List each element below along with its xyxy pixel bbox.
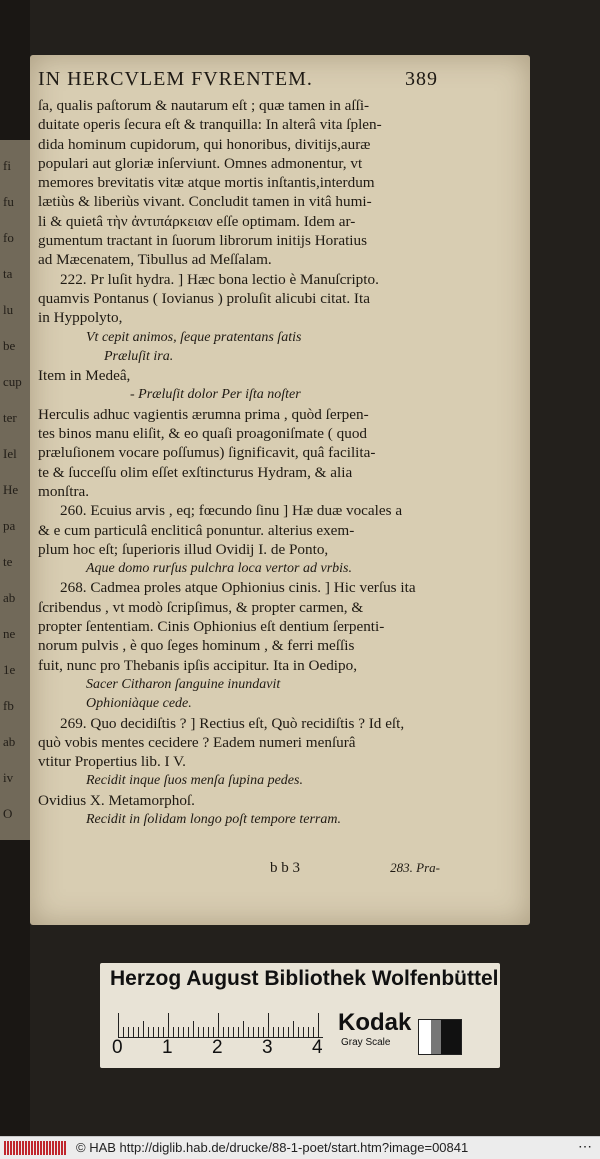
ruler-tick	[168, 1013, 169, 1037]
ruler-tick	[293, 1021, 294, 1037]
ruler-tick	[193, 1021, 194, 1037]
text-line: tes binos manu eliſit, & eo quaſi proagoniſmate ( quod	[38, 425, 368, 443]
ruler-tick	[288, 1027, 289, 1037]
margin-fragment: te	[3, 554, 13, 569]
scale-number: 1	[162, 1037, 173, 1058]
ruler-tick	[198, 1027, 199, 1037]
scale-number: 0	[112, 1037, 123, 1058]
text-line: 269. Quo decidiſtis ? ] Rectius eſt, Quò recidiſtis ? Id eſt,	[60, 714, 405, 732]
ruler-tick	[303, 1027, 304, 1037]
text-line: propter ſententiam. Cinis Ophionius eſt dentium ſerpenti-	[38, 618, 385, 636]
text-line: Item in Medeâ,	[38, 367, 131, 385]
text-line: li & quietâ τὴν ἀντιπάρκειαν eſſe optimam. Idem ar-	[38, 212, 356, 230]
ruler-tick	[208, 1027, 209, 1037]
previous-page-edge	[0, 140, 34, 840]
scale-number: 4	[312, 1037, 323, 1058]
text-line: Recidit inque ſuos menſa ſupina pedes.	[86, 773, 303, 789]
text-line: populari aut gloriæ inſerviunt. Omnes admonentur, vt	[38, 154, 363, 172]
ruler-tick	[273, 1027, 274, 1037]
kodak-logo: Kodak	[338, 1009, 412, 1036]
text-line: 260. Ecuius arvis , eq; fœcundo ſinu ] Hæ duæ vocales a	[60, 502, 403, 520]
text-line: præluſionem vocare poſſumus) ſignificavit, quâ facilita-	[38, 444, 376, 462]
ruler-tick	[313, 1027, 314, 1037]
ruler-tick	[263, 1027, 264, 1037]
text-line: Aque domo rurſus pulchra loca vertor ad vrbis.	[86, 561, 352, 577]
text-line: 222. Pr luſit hydra. ] Hæc bona lectio è Manuſcripto.	[60, 270, 379, 288]
ruler-tick	[138, 1027, 139, 1037]
ruler-tick	[188, 1027, 189, 1037]
gray-scale-patches	[418, 1019, 462, 1055]
ruler-tick	[253, 1027, 254, 1037]
margin-fragment: fb	[3, 698, 14, 713]
ruler-tick	[268, 1013, 269, 1037]
text-line: monſtra.	[38, 482, 90, 500]
ruler-tick	[148, 1027, 149, 1037]
scale-ruler	[118, 1013, 323, 1038]
ruler-tick	[183, 1027, 184, 1037]
running-title: IN HERCVLEM FVRENTEM.	[38, 68, 313, 90]
text-line: ſa, qualis paſtorum & nautarum eſt ; quæ tamen in aſſi-	[38, 97, 370, 114]
margin-fragment: Iel	[3, 446, 17, 461]
scale-number: 3	[262, 1037, 273, 1058]
ruler-tick	[173, 1027, 174, 1037]
margin-fragment: 1e	[3, 662, 16, 677]
ruler-tick	[228, 1027, 229, 1037]
ruler-tick	[213, 1027, 214, 1037]
scale-number: 2	[212, 1037, 223, 1058]
scale-numbers	[112, 1037, 342, 1061]
margin-fragment: He	[3, 482, 19, 497]
ruler-tick	[258, 1027, 259, 1037]
ruler-tick	[223, 1027, 224, 1037]
ruler-tick	[248, 1027, 249, 1037]
ruler-tick	[128, 1027, 129, 1037]
running-header	[38, 68, 438, 91]
margin-fragment: cup	[3, 374, 22, 389]
ruler-tick	[158, 1027, 159, 1037]
text-line: Præluſit ira.	[104, 348, 174, 364]
text-line: Herculis adhuc vagientis ærumna prima , quòd ſerpen-	[38, 405, 369, 423]
gray-scale-label: Gray Scale	[341, 1037, 391, 1048]
text-line: norum pulvis , è quo ſeges hominum , & ferri meſſis	[38, 637, 355, 655]
margin-fragment: O	[3, 806, 13, 821]
text-line: lætiùs & liberiùs vivant. Concludit tamen in vitâ humi-	[38, 193, 372, 211]
page-footer	[270, 860, 440, 884]
text-line: duitate operis ſecura eſt & tranquilla: In alterâ vita ſplen-	[38, 116, 382, 134]
ruler-tick	[278, 1027, 279, 1037]
body-text	[38, 96, 438, 829]
ruler-tick	[118, 1013, 119, 1037]
margin-fragment: lu	[3, 302, 14, 317]
margin-fragment: fi	[3, 158, 11, 173]
text-line: quamvis Pontanus ( Iovianus ) proluſit alicubi citat. Ita	[38, 289, 370, 307]
margin-fragment: ab	[3, 590, 16, 605]
margin-fragment: ab	[3, 734, 16, 749]
text-line: quò vobis mentes cecidere ? Eadem numeri menſurâ	[38, 733, 356, 751]
margin-fragment: pa	[3, 518, 16, 533]
text-line: gumentum tractant in ſuorum librorum initijs Horatius	[38, 232, 368, 250]
viewer-status-bar	[0, 1136, 600, 1159]
text-line: memores brevitatis vitæ atque mortis inſtantis,interdum	[38, 174, 375, 192]
text-line: Vt cepit animos, ſeque pratentans ſatis	[86, 329, 302, 345]
text-line: dida hominum cupidorum, qui honoribus, divitijs,auræ	[38, 135, 371, 153]
text-line: Ophioniàque cede.	[86, 696, 192, 712]
text-line: te & ſucceſſu olim eſſet exſtincturus Hydram, & alia	[38, 463, 353, 481]
text-line: plum hoc eſt; ſuperioris illud Ovidij I. de Ponto,	[38, 540, 329, 558]
ruler-tick	[298, 1027, 299, 1037]
margin-fragment: ne	[3, 626, 16, 641]
ruler-tick	[308, 1027, 309, 1037]
signature-mark: b b 3	[270, 860, 300, 876]
more-options-icon[interactable]: ⋯	[578, 1138, 592, 1154]
ruler-tick	[123, 1027, 124, 1037]
ruler-tick	[318, 1013, 319, 1037]
margin-fragment: be	[3, 338, 16, 353]
text-line: ſcribendus , vt modò ſcripſimus, & propter carmen, &	[38, 598, 364, 616]
ruler-tick	[163, 1027, 164, 1037]
text-line: Recidit in ſolidam longo poſt tempore terram.	[86, 811, 341, 827]
margin-fragment: iv	[3, 770, 14, 785]
color-target-card	[100, 963, 500, 1068]
ruler-tick	[218, 1013, 219, 1037]
hab-logo-icon	[4, 1141, 66, 1155]
text-line: & e cum particulâ encliticâ ponuntur. alterius exem-	[38, 521, 355, 539]
ruler-tick	[233, 1027, 234, 1037]
source-link[interactable]: © HAB http://diglib.hab.de/drucke/88-1-poet/start.htm?image=00841	[76, 1140, 469, 1155]
ruler-tick	[143, 1021, 144, 1037]
text-line: Ovidius X. Metamorphoſ.	[38, 791, 195, 809]
ruler-tick	[243, 1021, 244, 1037]
margin-fragment: fu	[3, 194, 14, 209]
margin-fragment: ta	[3, 266, 13, 281]
text-line: 268. Cadmea proles atque Ophionius cinis. ] Hic verſus ita	[60, 579, 416, 597]
catchword: 283. Pra-	[390, 860, 440, 875]
ruler-tick	[203, 1027, 204, 1037]
ruler-tick	[133, 1027, 134, 1037]
ruler-tick	[153, 1027, 154, 1037]
library-name: Herzog August Bibliothek Wolfenbüttel	[110, 967, 499, 990]
text-line: ad Mæcenatem, Tibullus ad Meſſalam.	[38, 251, 272, 269]
ruler-tick	[283, 1027, 284, 1037]
page-number: 389	[405, 68, 438, 90]
text-line: fuit, nunc pro Thebanis ipſis accipitur. Ita in Oedipo,	[38, 656, 358, 674]
margin-fragment: ter	[3, 410, 17, 425]
text-line: in Hyppolyto,	[38, 309, 123, 327]
text-line: - Præluſit dolor Per iſta noſter	[130, 387, 301, 403]
ruler-tick	[178, 1027, 179, 1037]
text-line: Sacer Citharon ſanguine inundavit	[86, 676, 281, 692]
ruler-tick	[238, 1027, 239, 1037]
text-line: vtitur Propertius lib. I V.	[38, 753, 186, 771]
margin-fragment: fo	[3, 230, 14, 245]
